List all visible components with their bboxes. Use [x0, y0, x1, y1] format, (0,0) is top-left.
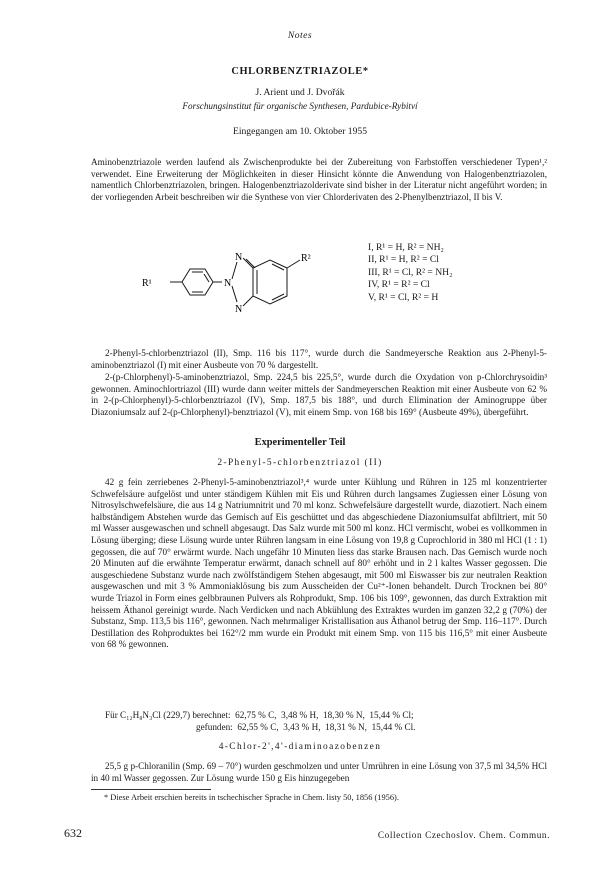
footnote-divider	[91, 789, 211, 790]
label-r1: R¹	[142, 278, 152, 289]
article-title: CHLORBENZTRIAZOLE*	[231, 66, 369, 77]
atom-n-2: N	[224, 278, 232, 289]
elemental-analysis-calculated: Für C₁₂H₈N₃Cl (229,7) berechnet: 62,75 % C, 3,48 % H, 18,30 % N, 15,44 % Cl;	[105, 710, 414, 720]
structure-legend	[368, 242, 452, 304]
intro-paragraph: Aminobenztriazole werden laufend als Zwischenprodukte bei der Zubereitung von Farbstoffen verschiedener Typen¹,² verwendet. Eine Erweiterung der Möglichkeiten in dieser Hinsicht könnte die Anwendung von Halogenbenztriazolen, namentlich Chlorbenztriazolen, bringen. Halogenbenztriazolderivate sind bisher in der Literatur nicht angeführt worden; in der vorliegenden Arbeit beschreiben wir die Synthese von vier Chlorderivaten des 2-Phenylbenztriazol, II bis V.	[91, 157, 547, 202]
received-date: Eingegangen am 10. Oktober 1955	[232, 126, 367, 137]
experimental-paragraph: 42 g fein zerriebenes 2-Phenyl-5-aminobenztriazol³,⁴ wurde unter Kühlung und Rühren in 125 ml konzentrierter Schwefelsäure aufgelöst und unter ständigem Kühlen mit Eis und Rühren durch langsames Zugiessen einer Lösung von Nitrosylschwefelsäure, die aus 14 g Natriumnitrit und 70 ml konz. Schwefelsäure dargestellt wurde, diazotiert. Nach einem halbständigem Abstehen wurde das Gemisch auf Eis geschüttet und das abgeschiedene Diazoniumsulfat abfiltriert, mit 50 ml Wasser ausgewaschen und schnell abgesaugt. Das Salz wurde mit 500 ml konz. HCl vermischt, wobei es vollkommen in Lösung überging; diese Lösung wurde unter Rühren langsam in eine Lösung von 19,8 g Cuprochlorid in 380 ml HCl (1 : 1) gegossen, die auf 70° erwärmt wurde. Nach ungefähr 10 Minuten liess das starke Brausen nach. Das Gemisch wurde noch 20 Minuten auf die erwähnte Temperatur erwärmt, danach schnell auf 80° erhöht und in 2 l kaltes Wasser gegossen. Die ausgeschiedene Substanz wurde nach zwölfständigem Stehen abgesaugt, mit 500 ml Eiswasser bis zur neutralen Reaktion ausgewaschen und mit 3 % Ammoniaklösung bis zum Ausscheiden der Cu²⁺-Ionen behandelt. Durch Trocknen bei 80° wurde Triazol in Form eines gelbbraunen Pulvers als Rohprodukt, Smp. 106 bis 109°, gewonnen, das durch Extraktion mit heissem Äthanol gereinigt wurde. Nach Verdicken und nach Abkühlung des Extraktes wurden im ganzen 32,2 g (70%) der Substanz, Smp. 113,5 bis 116°, gewonnen. Nach mehrmaliger Kristallisation aus Äthanol betrug der Smp. 116–117°. Durch Destillation des Rohproduktes bei 162°/2 mm wurde ein Produkt mit einem Smp. von 115 bis 116,5° mit einer Ausbeute von 68 % gewonnen.	[91, 477, 547, 650]
section-title: Experimenteller Teil	[254, 437, 346, 448]
journal-name: Collection Czechoslov. Chem. Commun.	[377, 830, 550, 840]
paragraph-2: 2-Phenyl-5-chlorbenztriazol (II), Smp. 116 bis 117°, wurde durch die Sandmeyersche Reaktion aus 2-Phenyl-5-aminobenztriazol (I) mit einer Ausbeute von 70 % dargestellt.	[91, 348, 547, 370]
elemental-analysis-found: gefunden: 62,55 % C, 3,43 % H, 18,31 % N, 15,44 % Cl.	[196, 722, 416, 732]
label-r2: R²	[301, 253, 311, 264]
legend-row: II, R¹ = H, R² = Cl	[368, 254, 439, 266]
legend-row: III, R¹ = Cl, R² = NH₂	[368, 266, 453, 278]
article-institute: Forschungsinstitut für organische Synthesen, Pardubice-Rybitví	[182, 101, 418, 111]
benztriazole-structure	[140, 238, 345, 338]
subsection-title-2: 4-Chlor-2',4'-diaminoazobenzen	[218, 742, 382, 752]
article-authors: J. Arient und J. Dvořák	[255, 87, 345, 98]
running-title: Notes	[287, 30, 313, 41]
legend-row: IV, R¹ = R² = Cl	[368, 279, 430, 291]
last-paragraph: 25,5 g p-Chloranilin (Smp. 69 – 70°) wurden geschmolzen und unter Umrühren in eine Lösung von 37,5 ml 34,5% HCl in 40 ml Wasser gegossen. Zur Lösung wurde 150 g Eis hinzugegeben	[91, 761, 547, 783]
benzo-ring	[253, 260, 287, 304]
atom-n-1: N	[235, 252, 243, 263]
subsection-title-1: 2-Phenyl-5-chlorbenztriazol (II)	[217, 458, 383, 468]
phenyl-ring	[182, 269, 213, 295]
footnote: * Diese Arbeit erschien bereits in tschechischer Sprache in Chem. listy 50, 1856 (1956).	[104, 793, 399, 802]
page-number: 632	[64, 826, 82, 840]
legend-row: I, R¹ = H, R² = NH₂	[368, 242, 444, 253]
paragraph-3: 2-(p-Chlorphenyl)-5-aminobenztriazol, Smp. 224,5 bis 225,5°, wurde durch die Oxydation von p-Chlorchrysoidin³ gewonnen. Aminochlortriazol (III) wurde dann weiter mittels der Sandmeyerschen Reaktion mit einer Ausbeute von 62 % in 2-(p-Chlorphenyl)-5-chlorbenztriazol (IV), Smp. 187,5 bis 188°, und durch Elimination der Aminogruppe über Diazoniumsalz auf 2-(p-Chlorphenyl)-benztriazol (V), mit einem Smp. von 168 bis 169° (Ausbeute 49%), übergeführt.	[91, 372, 547, 417]
legend-row: V, R¹ = Cl, R² = H	[368, 291, 439, 303]
atom-n-3: N	[235, 304, 243, 315]
